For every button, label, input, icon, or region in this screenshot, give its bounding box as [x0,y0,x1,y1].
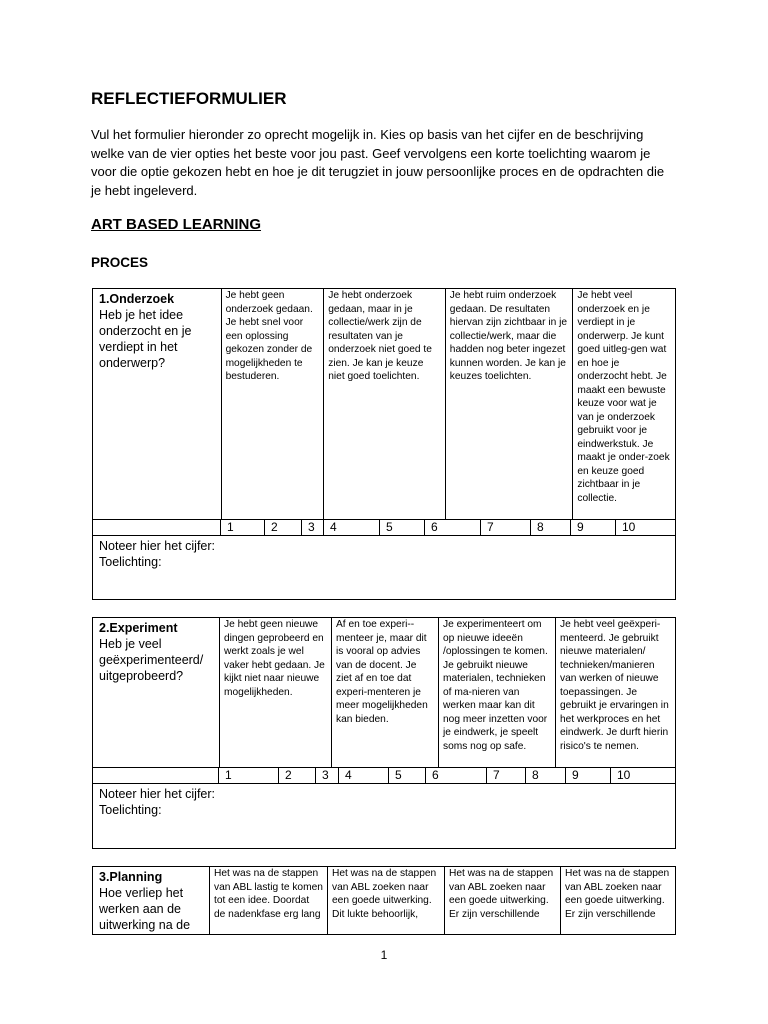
option-cell: Je hebt geen nieuwe dingen geprobeerd en werkt zoals je wel vaker hebt gedaan. Je kijkt niet naar nieuwe mogelijkheden. [219,618,331,767]
option-cell: Je hebt veel onderzoek en je verdiept in je onderwerp. Je kunt goed uitleg-gen wat en hoe je onderzocht hebt. Je maakt een bewuste keuze voor wat je van je onderzoek gebruikt voor je eindwerkstuk. Je maakt je onder-zoek en keuze goed zichtbaar in je collectie. [572,289,675,519]
score-cell[interactable]: 1 [221,520,265,535]
score-row [93,519,675,535]
score-cell[interactable]: 2 [279,768,316,783]
option-cell: Je hebt onderzoek gedaan, maar in je collectie/werk zijn de resultaten van je onderzoek niet goed te zien. Je kan je keuze niet goed toelichten. [323,289,445,519]
note-label: Noteer hier het cijfer: [99,539,216,553]
subsection-heading: PROCES [91,255,149,270]
explain-label: Toelichting: [99,555,162,569]
option-cell: Het was na de stappen van ABL zoeken naar een goede uitwerking. Er zijn verschillende [444,867,560,935]
criterion-question: Heb je het idee onderzocht en je verdiept in het onderwerp? [99,308,192,370]
score-cell[interactable]: 8 [531,520,571,535]
criteria-block-planning [92,866,676,935]
score-cell[interactable]: 4 [339,768,389,783]
score-cell[interactable]: 8 [526,768,566,783]
criterion-title: 1.Onderzoek [99,292,175,306]
score-row [93,767,675,783]
score-cell[interactable]: 6 [425,520,481,535]
score-cell[interactable]: 10 [617,768,631,782]
score-cell[interactable]: 2 [265,520,302,535]
question-cell [93,289,221,519]
score-cell[interactable]: 7 [481,520,531,535]
question-cell [93,618,219,767]
option-cell: Af en toe experi--menteer je, maar dit is vooral op advies van de docent. Je ziet af en toe dat experi-menteren je meer mogelijkheden kan bieden. [331,618,438,767]
score-cell[interactable]: 9 [571,520,616,535]
option-cell: Je hebt geen onderzoek gedaan. Je hebt snel voor een oplossing gekozen zonder de mogelijkheden te bestuderen. [221,289,324,519]
note-area[interactable] [93,535,675,599]
score-cell[interactable]: 1 [219,768,279,783]
criterion-title: 3.Planning [99,870,163,884]
criterion-title: 2.Experiment [99,621,178,635]
intro-rest: Kies op basis van het cijfer en de beschrijving welke van de vier opties het beste voor jou past. Geef vervolgens een korte toelichting waarom je voor die optie gekozen hebt en hoe je dit terugziet in jouw persoonlijke proces en de opdrachten die je hebt ingeleverd. [91,127,665,198]
section-heading: ART BASED LEARNING [91,216,262,233]
score-cell[interactable]: 6 [426,768,487,783]
page-title: REFLECTIEFORMULIER [91,89,287,108]
score-cell[interactable]: 4 [324,520,380,535]
criterion-question: Hoe verliep het werken aan de uitwerking na de [99,886,191,932]
intro-text [91,126,676,200]
option-cell: Je hebt veel geëxperi-menteerd. Je gebruikt nieuwe materialen/ technieken/manieren van werken of nieuwe toepassingen. Je gebruikt je ervaringen in het werkproces en het eindwerk. Je durft hierin risico's te nemen. [555,618,675,767]
score-cell[interactable]: 3 [302,520,324,535]
criteria-block-onderzoek [92,288,676,600]
criteria-block-experiment [92,617,676,849]
score-cell[interactable]: 5 [380,520,425,535]
criterion-question: Heb je veel geëxperimenteerd/ uitgeprobeerd? [99,637,204,683]
score-cell[interactable]: 7 [487,768,526,783]
note-area[interactable] [93,783,675,848]
question-cell [93,867,209,935]
intro-lead: Vul het formulier hieronder zo oprecht mogelijk in. [91,127,377,142]
option-cell: Je experimenteert om op nieuwe ideeën /oplossingen te komen. Je gebruikt nieuwe materialen, technieken of ma-nieren van werken maar kan dit nog meer inzetten voor je eindwerk, je speelt soms nog op safe. [438,618,555,767]
score-cell[interactable]: 9 [566,768,611,783]
score-cell[interactable]: 5 [389,768,426,783]
option-cell: Het was na de stappen van ABL zoeken naar een goede uitwerking. Dit lukte behoorlijk, [327,867,444,935]
score-cell[interactable]: 3 [316,768,339,783]
note-label: Noteer hier het cijfer: [99,787,216,801]
page-number: 1 [380,948,388,962]
option-cell: Je hebt ruim onderzoek gedaan. De resultaten hiervan zijn zichtbaar in je collectie/werk, maar die hadden nog beter ingezet kunnen worden. Je kan je keuzes toelichten. [445,289,573,519]
option-cell: Het was na de stappen van ABL lastig te komen tot een idee. Doordat de nadenkfase erg lang [209,867,327,935]
explain-label: Toelichting: [99,803,162,817]
option-cell: Het was na de stappen van ABL zoeken naar een goede uitwerking. Er zijn verschillende [560,867,675,935]
score-cell[interactable]: 10 [622,520,636,534]
